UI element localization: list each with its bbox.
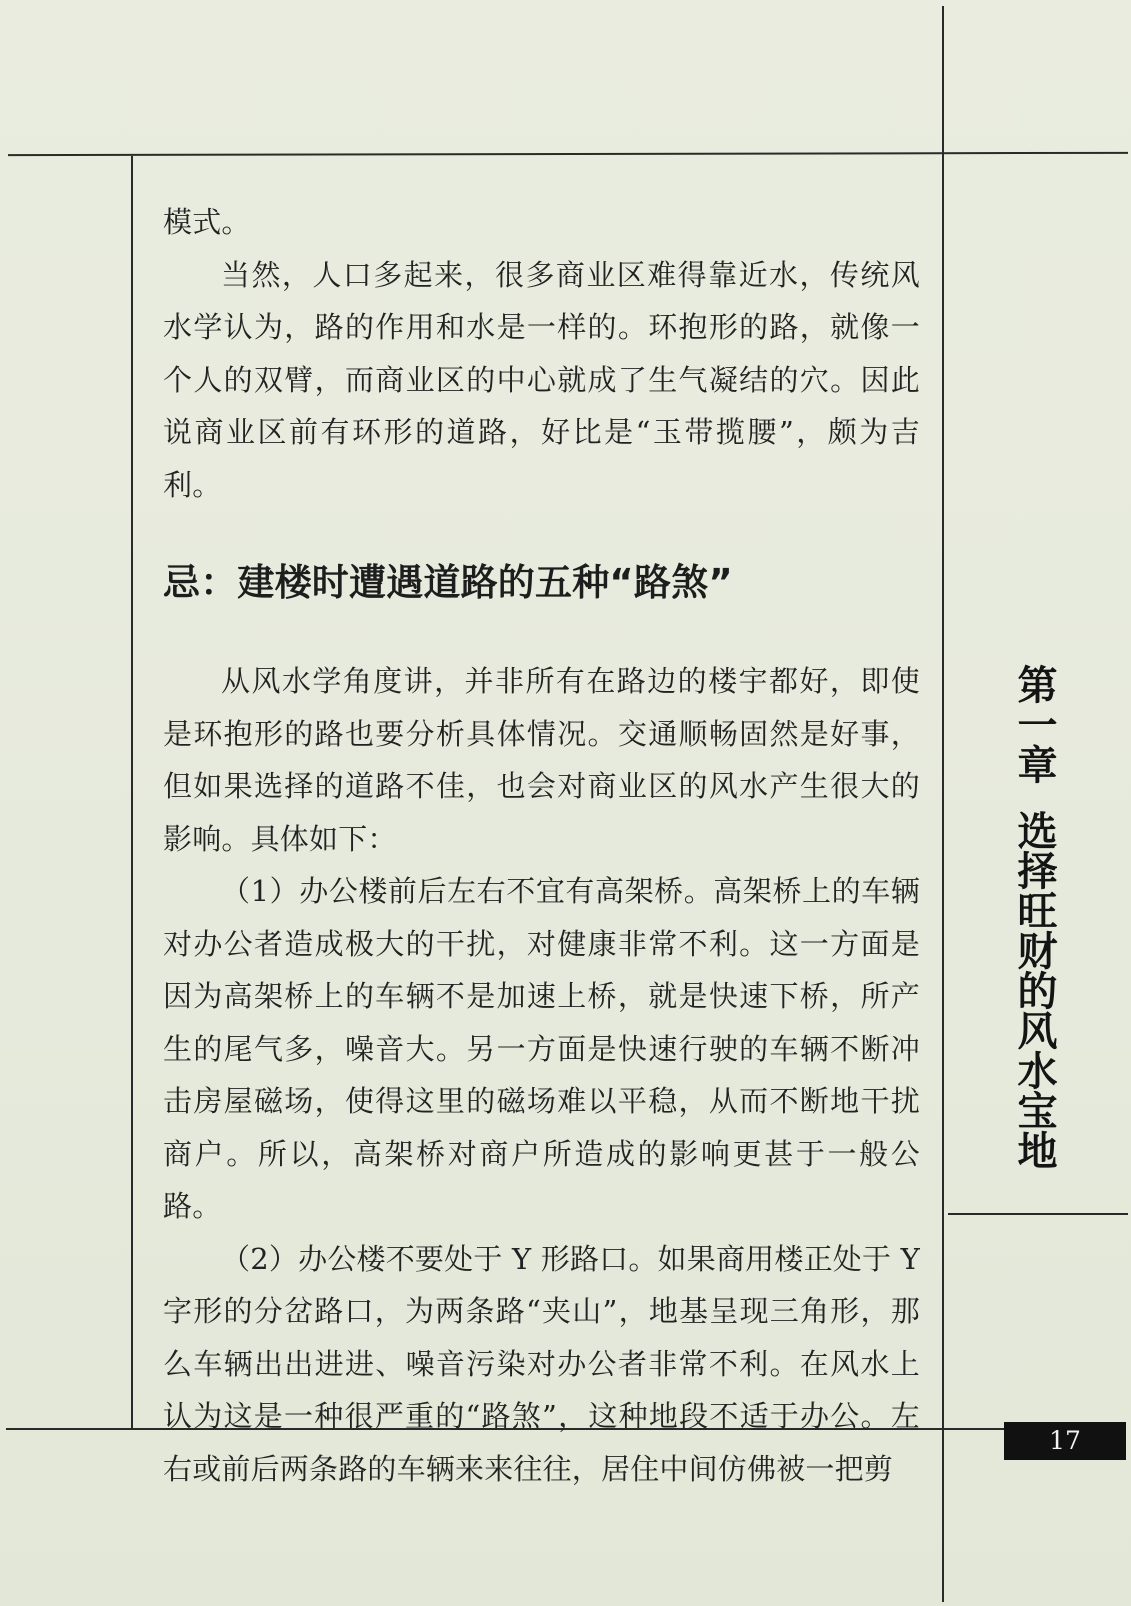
side-rule: [948, 1213, 1128, 1215]
chapter-title: 选择旺财的风水宝地: [1011, 810, 1057, 1170]
main-text: [163, 196, 920, 1495]
paragraph: （1）办公楼前后左右不宜有高架桥。高架桥上的车辆对办公者造成极大的干扰，对健康非常不利。这一方面是因为高架桥上的车辆不是加速上桥，就是快速下桥，所产生的尾气多，噪音大。另一方面是快速行驶的车辆不断冲击房屋磁场，使得这里的磁场难以平稳，从而不断地干扰商户。所以，高架桥对商户所造成的影响更甚于一般公路。: [163, 874, 920, 1223]
left-rule: [131, 156, 133, 1429]
chapter-side-title: [1007, 664, 1057, 1170]
page-number: 17: [1004, 1422, 1126, 1460]
top-rule: [8, 152, 1128, 156]
right-rule: [942, 6, 944, 1602]
paragraph: （2）办公楼不要处于 Y 形路口。如果商用楼正处于 Y 字形的分岔路口，为两条路“夹山”，地基呈现三角形，那么车辆出出进进、噪音污染对办公者非常不利。在风水上认为这是一种很严重的“路煞”，这种地段不适于办公。左右或前后两条路的车辆来来往往，居住中间仿佛被一把剪: [163, 1241, 920, 1486]
paragraph: 模式。: [163, 205, 251, 239]
paragraph: 当然，人口多起来，很多商业区难得靠近水，传统风水学认为，路的作用和水是一样的。环抱形的路，就像一个人的双臂，而商业区的中心就成了生气凝结的穴。因此说商业区前有环形的道路，好比是“玉带揽腰”，颇为吉利。: [163, 257, 920, 502]
section-heading: 忌：建楼时遭遇道路的五种“路煞”: [163, 561, 733, 604]
paragraph: 从风水学角度讲，并非所有在路边的楼宇都好，即使是环抱形的路也要分析具体情况。交通顺畅固然是好事，但如果选择的道路不佳，也会对商业区的风水产生很大的影响。具体如下：: [163, 664, 920, 856]
chapter-label: 第一章: [1011, 664, 1057, 784]
